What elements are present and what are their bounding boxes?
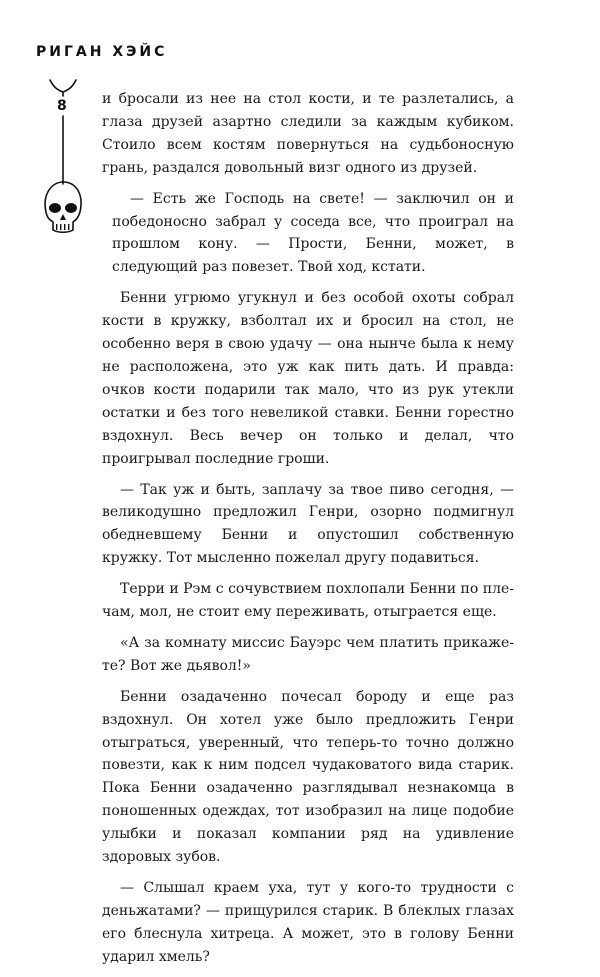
paragraph: и бросали из нее на стол кости, и те разлетались, а глаза друзей азартно следили за каждым кубиком. Стоило всем костям повернуться на судьбоносную грань, раздался довольный визг одного из друзей.: [102, 91, 514, 176]
running-header-author: РИГАН ХЭЙС: [36, 44, 168, 60]
paragraph: «А за комнату миссис Бауэрс чем платить прикажете? Вот же дьявол!»: [102, 634, 514, 674]
paragraph: Терри и Рэм с сочувствием похлопали Бенни по плечам, мол, не стоит ему переживать, отыграется еще.: [102, 581, 514, 621]
paragraph: Бенни озадаченно почесал бороду и еще раз вздохнул. Он хотел уже было предложить Генри отыграться, уверенный, что теперь-то точно должно повезти, как к ним подсел чудаковатого вида старик. Пока Бенни озадаченно разглядывал незнакомца в поношенных одеждах, тот изобразил на лице подобие улыбки и показал компании ряд на удивление здоровых зубов.: [102, 688, 514, 866]
paragraph: — Так уж и быть, заплачу за твое пиво сегодня, — великодушно предложил Генри, озорно подмигнул обедневшему Бенни и опустошил собственную кружку. Тот мысленно пожелал другу подавиться.: [102, 481, 514, 567]
paragraph: — Слышал краем уха, тут у кого-то трудности с деньжатами? — прищурился старик. В блеклых глазах его блеснула хитреца. А может, это в голову Бенни ударил хмель?: [102, 880, 514, 965]
body-text: [102, 88, 514, 977]
paragraph: Бенни угрюмо угукнул и без особой охоты собрал кости в кружку, взболтал их и бросил на стол, не особенно веря в свою удачу — она нынче была к нему не расположена, это уж как пить дать. И правда: очков кости подарили так мало, что из рук утекли остатки и без того невеликой ставки. Бенни горестно вздохнул. Весь вечер он только и делал, что проигрывал последние гроши.: [102, 290, 514, 467]
paragraph: — Есть же Господь на свете! — заключил он и победоносно забрал у соседа все, что проиграл на прошлом кону. — Прости, Бенни, может, в следующий раз повезет. Твой ход, кстати.: [112, 190, 514, 276]
sprout-icon: [50, 80, 76, 96]
page-number: 8: [57, 98, 67, 114]
